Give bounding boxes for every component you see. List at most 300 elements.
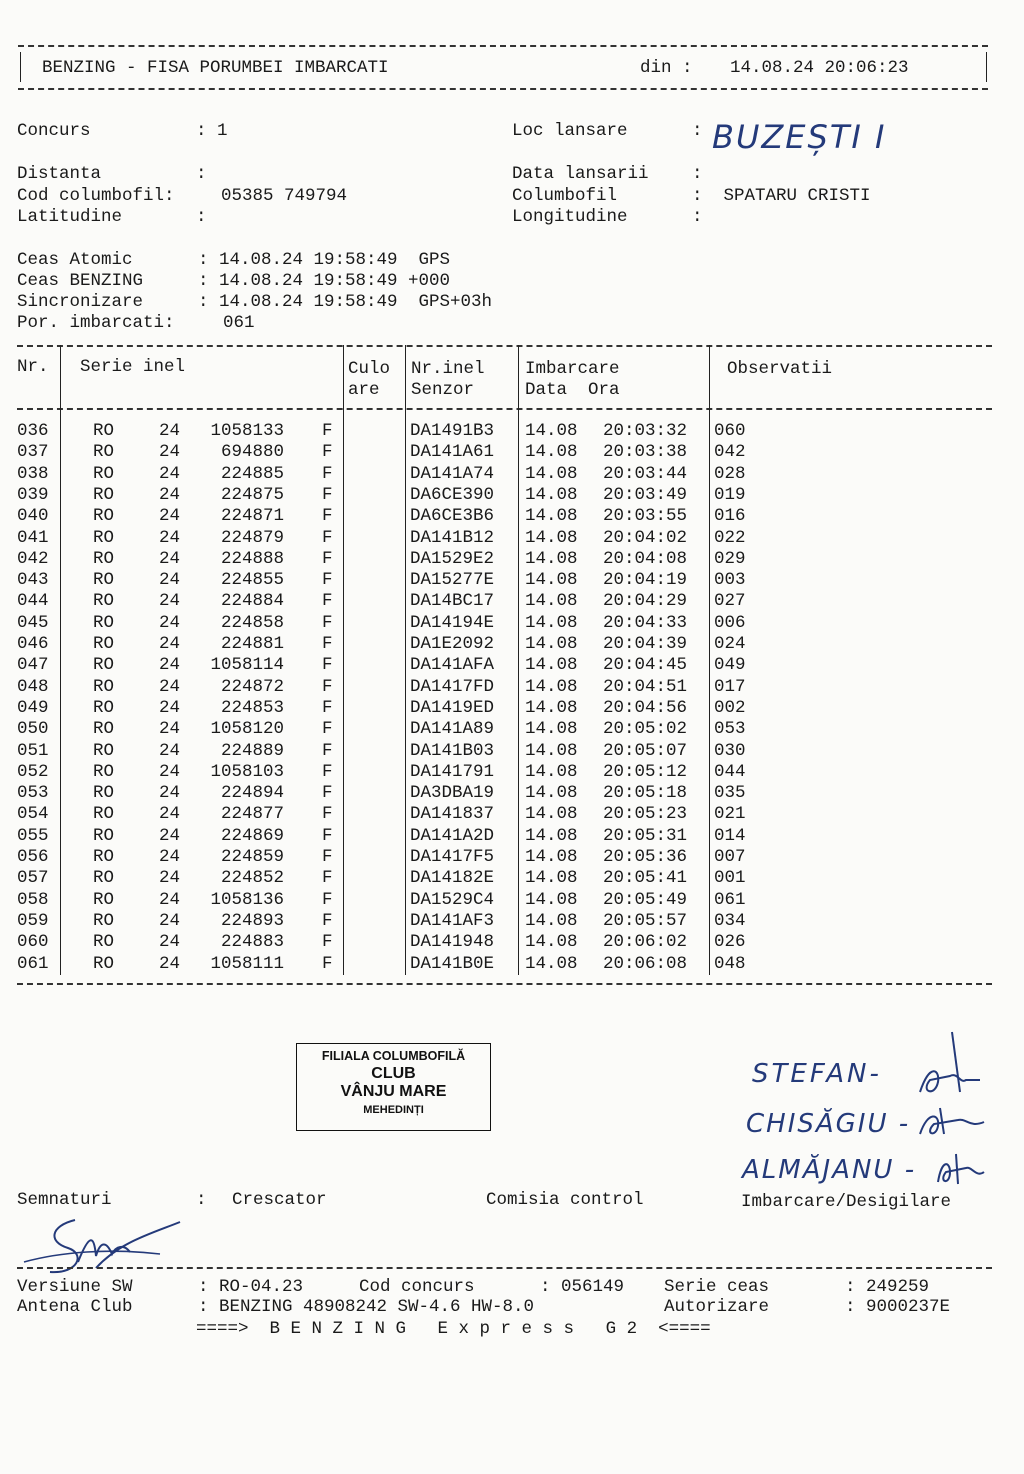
row-nr: 061: [17, 953, 49, 974]
header-left-border: [20, 52, 21, 82]
table-row: [0, 655, 1000, 676]
row-date: 14.08: [525, 676, 578, 697]
row-sex: F: [322, 484, 333, 505]
row-year: 24: [159, 570, 181, 591]
row-ring-number: 694880: [220, 442, 284, 463]
row-sex: F: [322, 697, 333, 718]
data-lansarii-label: Data lansarii: [512, 164, 649, 184]
row-observatii: 028: [714, 463, 746, 484]
row-observatii: 007: [714, 847, 746, 867]
table-top-border: [17, 345, 992, 347]
row-country: RO: [93, 697, 115, 718]
col-header-serie-inel: Serie inel: [80, 357, 186, 377]
semnaturi-colon: :: [196, 1190, 207, 1210]
row-ring-number: 224879: [220, 527, 284, 548]
stamp-line-1: FILIALA COLUMBOFILĂ: [321, 1049, 466, 1063]
row-observatii: 049: [714, 655, 746, 676]
ceas-benzing-label: Ceas BENZING: [17, 271, 144, 291]
row-ring-number: 224881: [220, 634, 284, 654]
row-time: 20:06:08: [603, 953, 688, 974]
row-country: RO: [93, 740, 115, 761]
row-year: 24: [159, 783, 181, 804]
row-nr: 037: [17, 442, 49, 463]
row-time: 20:04:19: [603, 570, 688, 591]
row-year: 24: [159, 506, 181, 527]
row-nr: 041: [17, 527, 49, 548]
row-nr: 052: [17, 761, 49, 782]
row-nr: 047: [17, 655, 49, 676]
table-row: [0, 421, 1000, 442]
row-observatii: 029: [714, 548, 746, 569]
loc-lansare-colon: :: [692, 121, 703, 141]
row-country: RO: [93, 868, 115, 889]
latitudine-value: :: [196, 207, 207, 227]
club-stamp: [296, 1043, 491, 1131]
row-observatii: 019: [714, 484, 746, 505]
row-sex: F: [322, 612, 333, 633]
row-sensor: DA141B03: [410, 740, 495, 761]
row-sex: F: [322, 932, 333, 953]
row-year: 24: [159, 655, 181, 676]
row-year: 24: [159, 676, 181, 697]
row-sex: F: [322, 804, 333, 825]
row-sex: F: [322, 868, 333, 889]
concurs-label: Concurs: [17, 121, 91, 141]
row-observatii: 053: [714, 719, 746, 740]
table-row: [0, 932, 1000, 953]
row-sex: F: [322, 740, 333, 761]
row-year: 24: [159, 697, 181, 718]
data-lansarii-value: :: [692, 164, 703, 184]
row-date: 14.08: [525, 889, 578, 910]
row-time: 20:05:12: [603, 761, 688, 782]
row-sensor: DA6CE3B6: [410, 506, 495, 527]
row-sex: F: [322, 421, 333, 441]
table-row: [0, 634, 1000, 655]
row-country: RO: [93, 676, 115, 697]
row-observatii: 060: [714, 421, 746, 441]
row-nr: 058: [17, 889, 49, 910]
row-nr: 060: [17, 932, 49, 953]
loc-lansare-handwritten: BUZEȘTI I: [712, 118, 887, 156]
header-right-border: [986, 52, 987, 82]
row-date: 14.08: [525, 761, 578, 782]
row-time: 20:05:02: [603, 719, 688, 740]
row-sensor: DA15277E: [410, 570, 495, 591]
col-header-nr: Nr.: [17, 357, 49, 377]
row-country: RO: [93, 847, 115, 867]
autorizare-value: : 9000237E: [845, 1297, 951, 1317]
row-time: 20:04:56: [603, 697, 688, 718]
row-ring-number: 1058120: [210, 719, 284, 740]
table-row: [0, 677, 1000, 698]
row-date: 14.08: [525, 847, 578, 867]
distanta-value: :: [196, 164, 207, 184]
row-date: 14.08: [525, 910, 578, 931]
row-observatii: 048: [714, 953, 746, 974]
row-observatii: 006: [714, 612, 746, 633]
benzing-express-banner: ====> B E N Z I N G E x p r e s s G 2 <====: [196, 1319, 711, 1339]
row-time: 20:03:38: [603, 442, 688, 463]
table-row: [0, 826, 1000, 847]
row-time: 20:05:49: [603, 889, 688, 910]
row-sex: F: [322, 783, 333, 804]
row-date: 14.08: [525, 953, 578, 974]
versiune-sw-label: Versiune SW: [17, 1277, 133, 1297]
row-time: 20:05:41: [603, 868, 688, 889]
row-ring-number: 1058133: [210, 421, 284, 441]
row-year: 24: [159, 953, 181, 974]
row-country: RO: [93, 484, 115, 505]
row-time: 20:03:44: [603, 463, 688, 484]
row-year: 24: [159, 719, 181, 740]
row-time: 20:04:02: [603, 527, 688, 548]
row-nr: 038: [17, 463, 49, 484]
row-sex: F: [322, 591, 333, 612]
row-time: 20:04:33: [603, 612, 688, 633]
row-country: RO: [93, 634, 115, 654]
longitudine-value: :: [692, 207, 703, 227]
row-year: 24: [159, 421, 181, 441]
row-nr: 050: [17, 719, 49, 740]
row-ring-number: 224855: [220, 570, 284, 591]
latitudine-label: Latitudine: [17, 207, 123, 227]
versiune-sw-value: : RO-04.23: [198, 1277, 304, 1297]
row-nr: 039: [17, 484, 49, 505]
row-nr: 056: [17, 847, 49, 867]
row-year: 24: [159, 825, 181, 846]
row-nr: 054: [17, 804, 49, 825]
row-year: 24: [159, 847, 181, 867]
row-sensor: DA1529C4: [410, 889, 495, 910]
footer-separator: [17, 1267, 992, 1269]
row-country: RO: [93, 612, 115, 633]
row-nr: 036: [17, 421, 49, 441]
row-time: 20:04:45: [603, 655, 688, 676]
row-year: 24: [159, 740, 181, 761]
row-year: 24: [159, 932, 181, 953]
row-nr: 044: [17, 591, 49, 612]
row-sex: F: [322, 889, 333, 910]
row-date: 14.08: [525, 484, 578, 505]
table-row: [0, 719, 1000, 740]
row-sex: F: [322, 655, 333, 676]
row-sex: F: [322, 761, 333, 782]
porumbei-imbarcati-value: 061: [223, 313, 255, 333]
columbofil-label: Columbofil: [512, 186, 618, 206]
row-sensor: DA141A89: [410, 719, 495, 740]
table-row: [0, 762, 1000, 783]
table-row: [0, 741, 1000, 762]
handwritten-name-2: CHISĂGIU -: [746, 1109, 911, 1139]
row-date: 14.08: [525, 591, 578, 612]
row-sex: F: [322, 847, 333, 867]
row-date: 14.08: [525, 634, 578, 654]
row-observatii: 024: [714, 634, 746, 654]
row-time: 20:05:57: [603, 910, 688, 931]
row-ring-number: 224884: [220, 591, 284, 612]
loc-lansare-label: Loc lansare: [512, 121, 628, 141]
table-row: [0, 890, 1000, 911]
table-row: [0, 613, 1000, 634]
stamp-line-4: MEHEDINȚI: [363, 1104, 424, 1116]
row-sensor: DA141B12: [410, 527, 495, 548]
header-bottom-border: [18, 88, 988, 90]
row-year: 24: [159, 527, 181, 548]
row-sensor: DA141791: [410, 761, 495, 782]
table-bottom-border: [17, 983, 992, 985]
row-time: 20:06:02: [603, 932, 688, 953]
row-nr: 040: [17, 506, 49, 527]
sincronizare-label: Sincronizare: [17, 292, 144, 312]
row-year: 24: [159, 761, 181, 782]
porumbei-imbarcati-label: Por. imbarcati:: [17, 313, 175, 333]
row-sensor: DA14194E: [410, 612, 495, 633]
table-row: [0, 804, 1000, 825]
table-row: [0, 442, 1000, 463]
cod-columbofil-value: 05385 749794: [221, 186, 348, 206]
table-row: [0, 485, 1000, 506]
row-sex: F: [322, 506, 333, 527]
row-country: RO: [93, 910, 115, 931]
row-year: 24: [159, 889, 181, 910]
row-date: 14.08: [525, 421, 578, 441]
table-row: [0, 954, 1000, 975]
row-ring-number: 1058111: [210, 953, 284, 974]
columbofil-value: : SPATARU CRISTI: [692, 186, 871, 206]
row-ring-number: 224875: [220, 484, 284, 505]
row-date: 14.08: [525, 825, 578, 846]
col-header-imbarcare-2: Data Ora: [525, 380, 620, 400]
row-date: 14.08: [525, 655, 578, 676]
row-nr: 059: [17, 910, 49, 931]
row-ring-number: 224871: [220, 506, 284, 527]
row-ring-number: 224858: [220, 612, 284, 633]
row-date: 14.08: [525, 527, 578, 548]
row-date: 14.08: [525, 868, 578, 889]
row-date: 14.08: [525, 506, 578, 527]
handwritten-name-1: STEFAN-: [752, 1059, 882, 1089]
row-nr: 048: [17, 676, 49, 697]
crescator-label: Crescator: [232, 1190, 327, 1210]
antena-club-value: : BENZING 48908242 SW-4.6 HW-8.0: [198, 1297, 535, 1317]
ceas-atomic-label: Ceas Atomic: [17, 250, 133, 270]
col-header-nr-inel-1: Nr.inel: [411, 359, 485, 379]
row-sensor: DA141837: [410, 804, 495, 825]
row-date: 14.08: [525, 442, 578, 463]
col-header-observatii: Observatii: [727, 359, 833, 379]
row-ring-number: 224894: [220, 783, 284, 804]
row-ring-number: 224872: [220, 676, 284, 697]
row-sex: F: [322, 953, 333, 974]
stamp-line-2: CLUB: [371, 1065, 416, 1082]
row-country: RO: [93, 570, 115, 591]
col-header-imbarcare-1: Imbarcare: [525, 359, 620, 379]
col-header-culoare-1: Culo: [348, 359, 391, 379]
cod-concurs-value: : 056149: [540, 1277, 625, 1297]
row-observatii: 061: [714, 889, 746, 910]
table-row: [0, 783, 1000, 804]
row-country: RO: [93, 463, 115, 484]
concurs-value: : 1: [196, 121, 228, 141]
row-date: 14.08: [525, 804, 578, 825]
row-country: RO: [93, 527, 115, 548]
row-country: RO: [93, 421, 115, 441]
row-observatii: 022: [714, 527, 746, 548]
row-sex: F: [322, 676, 333, 697]
row-observatii: 027: [714, 591, 746, 612]
row-country: RO: [93, 548, 115, 569]
row-nr: 043: [17, 570, 49, 591]
row-year: 24: [159, 591, 181, 612]
row-observatii: 035: [714, 783, 746, 804]
row-sensor: DA1529E2: [410, 548, 495, 569]
row-ring-number: 224869: [220, 825, 284, 846]
row-time: 20:05:18: [603, 783, 688, 804]
serie-ceas-value: : 249259: [845, 1277, 930, 1297]
row-date: 14.08: [525, 697, 578, 718]
row-date: 14.08: [525, 612, 578, 633]
table-header-bottom-border: [17, 408, 992, 410]
row-sex: F: [322, 825, 333, 846]
row-year: 24: [159, 442, 181, 463]
row-sensor: DA141A74: [410, 463, 495, 484]
row-ring-number: 224853: [220, 697, 284, 718]
row-ring-number: 1058103: [210, 761, 284, 782]
row-sensor: DA1E2092: [410, 634, 495, 654]
distanta-label: Distanta: [17, 164, 102, 184]
din-value: 14.08.24 20:06:23: [730, 58, 909, 78]
row-time: 20:03:55: [603, 506, 688, 527]
row-ring-number: 224852: [220, 868, 284, 889]
table-row: [0, 464, 1000, 485]
row-ring-number: 224893: [220, 910, 284, 931]
row-time: 20:04:29: [603, 591, 688, 612]
row-year: 24: [159, 484, 181, 505]
row-ring-number: 224885: [220, 463, 284, 484]
row-sex: F: [322, 527, 333, 548]
semnaturi-label: Semnaturi: [17, 1190, 112, 1210]
row-sensor: DA141AF3: [410, 910, 495, 931]
row-year: 24: [159, 612, 181, 633]
row-sex: F: [322, 442, 333, 463]
row-country: RO: [93, 889, 115, 910]
table-row: [0, 698, 1000, 719]
row-sensor: DA1491B3: [410, 421, 495, 441]
row-country: RO: [93, 825, 115, 846]
antena-club-label: Antena Club: [17, 1297, 133, 1317]
row-date: 14.08: [525, 548, 578, 569]
row-sex: F: [322, 463, 333, 484]
row-time: 20:04:39: [603, 634, 688, 654]
row-date: 14.08: [525, 719, 578, 740]
row-sensor: DA1417FD: [410, 676, 495, 697]
autorizare-label: Autorizare: [664, 1297, 770, 1317]
stamp-line-3: VÂNJU MARE: [340, 1083, 447, 1100]
col-header-nr-inel-2: Senzor: [411, 380, 475, 400]
row-time: 20:03:49: [603, 484, 688, 505]
imbarcare-desigilare-label: Imbarcare/Desigilare: [741, 1192, 952, 1212]
header-top-border: [18, 45, 988, 47]
row-sensor: DA141B0E: [410, 953, 495, 974]
row-ring-number: 1058136: [210, 889, 284, 910]
row-year: 24: [159, 868, 181, 889]
table-row: [0, 911, 1000, 932]
row-nr: 055: [17, 825, 49, 846]
row-nr: 051: [17, 740, 49, 761]
row-ring-number: 224883: [220, 932, 284, 953]
row-country: RO: [93, 761, 115, 782]
row-sensor: DA141AFA: [410, 655, 495, 676]
ceas-atomic-value: : 14.08.24 19:58:49 GPS: [198, 250, 451, 270]
row-time: 20:03:32: [603, 421, 688, 441]
row-sensor: DA6CE390: [410, 484, 495, 505]
row-sensor: DA141A61: [410, 442, 495, 463]
row-nr: 042: [17, 548, 49, 569]
row-ring-number: 224888: [220, 548, 284, 569]
longitudine-label: Longitudine: [512, 207, 628, 227]
table-row: [0, 868, 1000, 889]
row-time: 20:04:08: [603, 548, 688, 569]
row-observatii: 016: [714, 506, 746, 527]
row-sex: F: [322, 548, 333, 569]
row-year: 24: [159, 634, 181, 654]
row-nr: 046: [17, 634, 49, 654]
row-time: 20:05:23: [603, 804, 688, 825]
row-sex: F: [322, 910, 333, 931]
table-row: [0, 847, 1000, 868]
col-header-culoare-2: are: [348, 380, 380, 400]
table-row: [0, 528, 1000, 549]
row-time: 20:05:07: [603, 740, 688, 761]
row-date: 14.08: [525, 570, 578, 591]
row-ring-number: 224889: [220, 740, 284, 761]
row-nr: 049: [17, 697, 49, 718]
row-nr: 057: [17, 868, 49, 889]
table-row: [0, 570, 1000, 591]
row-time: 20:05:31: [603, 825, 688, 846]
row-ring-number: 224859: [220, 847, 284, 867]
row-observatii: 030: [714, 740, 746, 761]
row-country: RO: [93, 804, 115, 825]
row-observatii: 014: [714, 825, 746, 846]
row-sensor: DA141948: [410, 932, 495, 953]
serie-ceas-label: Serie ceas: [664, 1277, 770, 1297]
cod-concurs-label: Cod concurs: [359, 1277, 475, 1297]
row-ring-number: 224877: [220, 804, 284, 825]
row-sex: F: [322, 719, 333, 740]
table-row: [0, 591, 1000, 612]
row-observatii: 002: [714, 697, 746, 718]
row-date: 14.08: [525, 463, 578, 484]
row-country: RO: [93, 591, 115, 612]
row-year: 24: [159, 910, 181, 931]
row-observatii: 001: [714, 868, 746, 889]
row-sex: F: [322, 634, 333, 654]
table-row: [0, 506, 1000, 527]
row-year: 24: [159, 463, 181, 484]
row-observatii: 003: [714, 570, 746, 591]
row-country: RO: [93, 932, 115, 953]
row-observatii: 034: [714, 910, 746, 931]
handwritten-name-3: ALMĂJANU -: [742, 1155, 917, 1185]
row-nr: 045: [17, 612, 49, 633]
sincronizare-value: : 14.08.24 19:58:49 GPS+03h: [198, 292, 493, 312]
row-country: RO: [93, 442, 115, 463]
row-sensor: DA1417F5: [410, 847, 495, 867]
row-sensor: DA14182E: [410, 868, 495, 889]
row-observatii: 021: [714, 804, 746, 825]
